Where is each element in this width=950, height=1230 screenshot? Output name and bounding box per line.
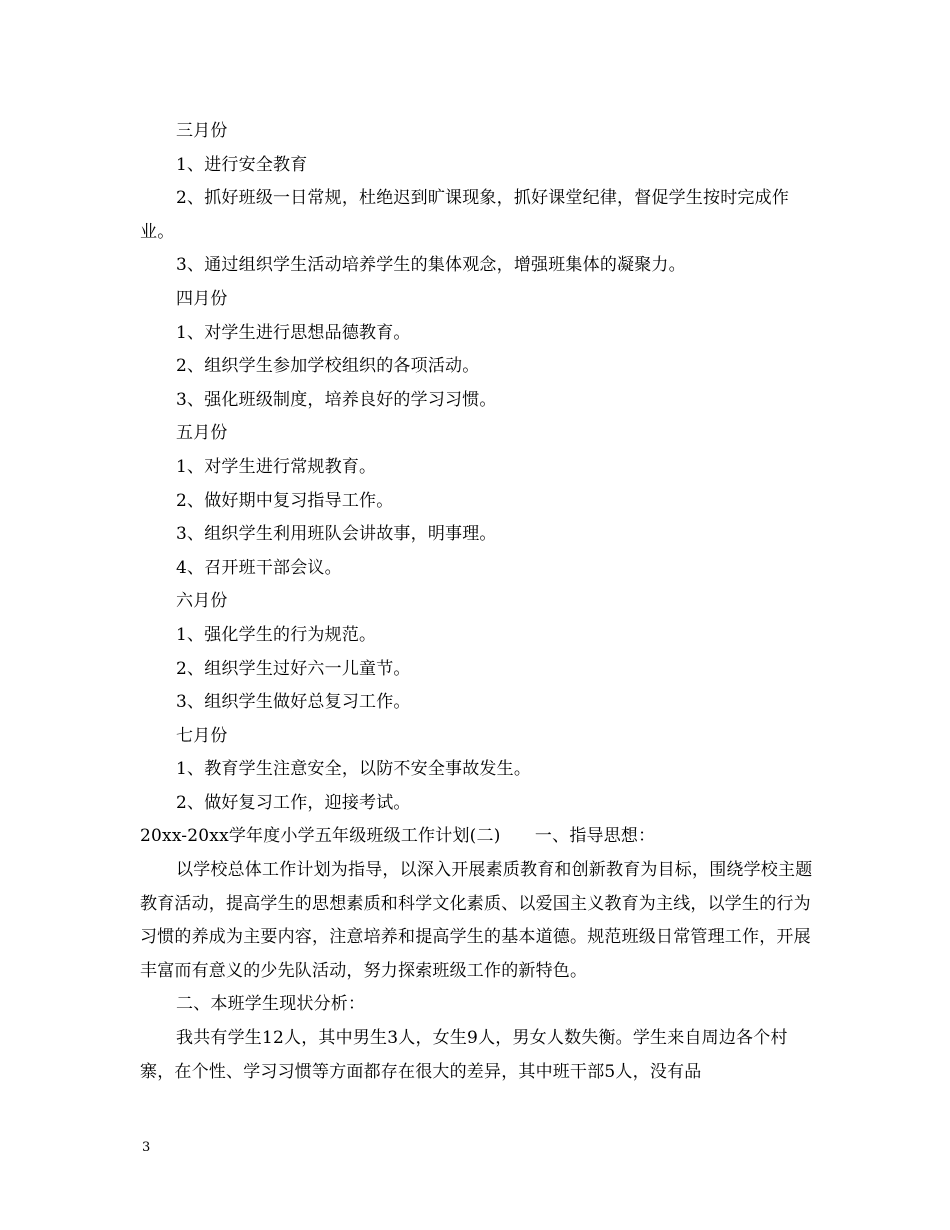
paragraph: 二、本班学生现状分析：: [176, 994, 366, 1015]
paragraph: 1、对学生进行常规教育。: [176, 456, 377, 477]
paragraph: 2、组织学生过好六一儿童节。: [176, 658, 411, 679]
paragraph: 2、做好期中复习指导工作。: [176, 490, 394, 511]
paragraph: 3、通过组织学生活动培养学生的集体观念，增强班集体的凝聚力。: [176, 255, 686, 276]
paragraph: 2、抓好班级一日常规，杜绝迟到旷课现象，抓好课堂纪律，督促学生按时完成作业。: [140, 188, 790, 242]
paragraph: 1、进行安全教育: [176, 154, 308, 175]
paragraph: 3、强化班级制度，培养良好的学习习惯。: [176, 389, 497, 410]
page-number: 3: [142, 1140, 151, 1155]
paragraph: 三月份: [176, 121, 228, 141]
paragraph: 以学校总体工作计划为指导，以深入开展素质教育和创新教育为目标，围绕学校主题教育活动，提高学生的思想素质和科学文化素质、以爱国主义教育为主线，以学生的行为习惯的养成为主要内容，注意培养和提高学生的基本道德。规范班级日常管理工作，开展丰富而有意义的少先队活动，努力探索班级工作的新特色。: [140, 860, 813, 981]
section-title: 20xx-20xx学年度小学五年级班级工作计划(二) 一、指导思想：: [140, 826, 656, 847]
paragraph: 3、组织学生做好总复习工作。: [176, 692, 411, 713]
paragraph: 3、组织学生利用班队会讲故事，明事理。: [176, 524, 497, 545]
document-body: [140, 115, 820, 1089]
paragraph: 1、强化学生的行为规范。: [176, 624, 377, 645]
paragraph: 四月份: [176, 288, 228, 309]
paragraph: 七月份: [176, 725, 228, 746]
paragraph: 五月份: [176, 423, 228, 444]
paragraph: 2、做好复习工作，迎接考试。: [176, 792, 411, 813]
paragraph: 我共有学生12人，其中男生3人，女生9人，男女人数失衡。学生来自周边各个村寨，在个性、学习习惯等方面都存在很大的差异，其中班干部5人，没有品: [140, 1028, 788, 1082]
paragraph: 1、对学生进行思想品德教育。: [176, 322, 411, 343]
paragraph: 六月份: [176, 591, 228, 612]
paragraph: 1、教育学生注意安全，以防不安全事故发生。: [176, 759, 532, 780]
paragraph: 4、召开班干部会议。: [176, 557, 342, 578]
paragraph: 2、组织学生参加学校组织的各项活动。: [176, 356, 480, 377]
